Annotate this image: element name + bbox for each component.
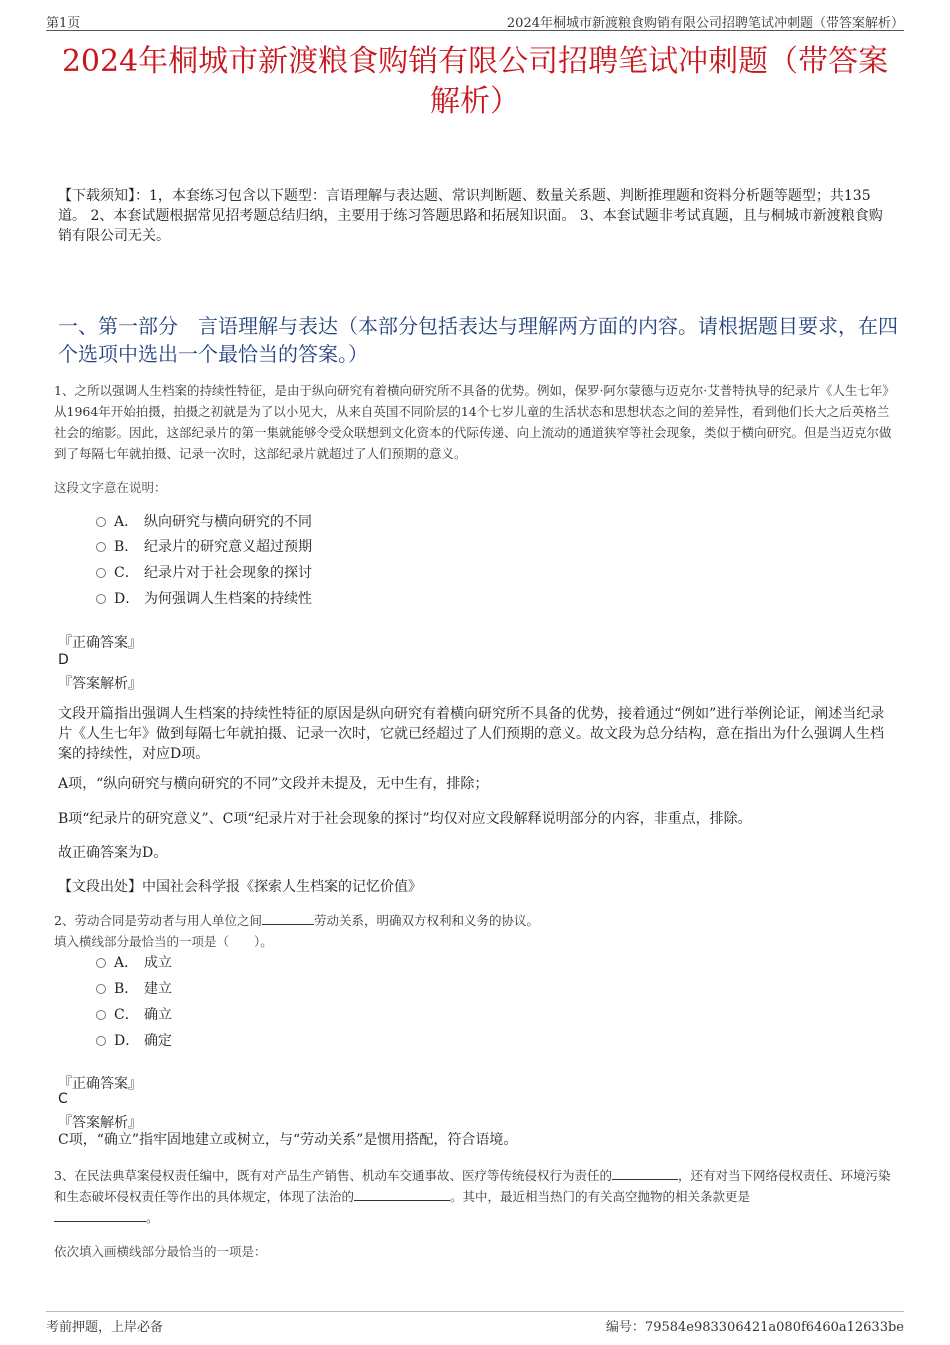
radio-icon[interactable]: [96, 984, 106, 994]
radio-icon[interactable]: [96, 568, 106, 578]
page-number: 第1页: [46, 16, 81, 31]
q1-correct-answer: D: [58, 652, 69, 668]
fill-blank: [612, 1167, 678, 1180]
q1-analysis-paragraph: 文段开篇指出强调人生档案的持续性特征的原因是纵向研究有着横向研究所不具备的优势，接着通过“例如”进行举例论证，阐述当纪录片《人生七年》做到每隔七年就拍摄、记录一次时，它就已经超过了人们预期的意义。故文段为总分结构，意在指出为什么强调人生档案的持续性，对应D项。: [58, 706, 885, 762]
q1-analysis-conclusion: 故正确答案为D。: [58, 845, 168, 861]
document-title-line2: 解析）: [430, 84, 520, 119]
q1-analysis-label: 『答案解析』: [58, 676, 142, 692]
radio-icon[interactable]: [96, 958, 106, 968]
radio-icon[interactable]: [96, 517, 106, 527]
q2-correct-label: 『正确答案』: [58, 1076, 142, 1092]
radio-icon[interactable]: [96, 1036, 106, 1046]
document-title-line1: 2024年桐城市新渡粮食购销有限公司招聘笔试冲刺题（带答案: [61, 44, 889, 79]
question-1-stem: 1、之所以强调人生档案的持续性特征，是由于纵向研究有着横向研究所不具备的优势。例如，保罗·阿尔蒙德与迈克尔·艾普特执导的纪录片《人生七年》从1964年开始拍摄，拍摄之初就是为了以小见大，从来自英国不同阶层的14个七岁儿童的生活状态和思想状态之间的差异性，看到他们长大之后英格兰社会的缩影。因此，这部纪录片的第一集就能够令受众联想到文化资本的代际传递、向上流动的通道狭窄等社会现象，类似于横向研究。但是当迈克尔做到了每隔七年就拍摄、记录一次时，这部纪录片就超过了人们预期的意义。: [54, 383, 895, 461]
section-heading: 一、第一部分 言语理解与表达（本部分包括表达与理解两方面的内容。请根据题目要求，在四个选项中选出一个最恰当的答案。）: [58, 314, 898, 366]
radio-icon[interactable]: [96, 1010, 106, 1020]
radio-icon[interactable]: [96, 594, 106, 604]
page-footer: [46, 1311, 904, 1334]
page-header: [46, 8, 904, 31]
q2-option-d[interactable]: D． 确定: [96, 1031, 172, 1051]
question-3-prompt: 依次填入画横线部分最恰当的一项是：: [54, 1244, 267, 1259]
q1-analysis-option-a: A项，“纵向研究与横向研究的不同”文段并未提及，无中生有，排除；: [58, 776, 489, 792]
fill-blank: [54, 1209, 146, 1222]
fill-blank: [262, 912, 314, 925]
q1-option-a[interactable]: A． 纵向研究与横向研究的不同: [96, 512, 312, 532]
q2-option-b[interactable]: B． 建立: [96, 979, 172, 999]
q2-correct-answer: C: [58, 1091, 68, 1107]
question-2-stem: 2、劳动合同是劳动者与用人单位之间 劳动关系，明确双方权利和义务的协议。: [54, 913, 539, 928]
download-notice: 【下载须知】：1，本套练习包含以下题型：言语理解与表达题、常识判断题、数量关系题、判断推理题和资料分析题等题型；共135道。 2、本套试题根据常见招考题总结归纳，主要用于练习答题思路和拓展知识面。 3、本套试题非考试真题，且与桐城市新渡粮食购销有限公司无关。: [58, 188, 883, 244]
header-doc-title: 2024年桐城市新渡粮食购销有限公司招聘笔试冲刺题（带答案解析）: [506, 16, 904, 31]
q2-option-c[interactable]: C． 确立: [96, 1005, 172, 1025]
footer-doc-id: 编号：79584e983306421a080f6460a12633be: [605, 1320, 904, 1335]
q1-option-b[interactable]: B． 纪录片的研究意义超过预期: [96, 537, 312, 557]
q2-analysis-label: 『答案解析』: [58, 1115, 142, 1131]
question-3-stem: 3、在民法典草案侵权责任编中，既有对产品生产销售、机动车交通事故、医疗等传统侵权行为责任的 ，还有对当下网络侵权责任、环境污染和生态破坏侵权责任等作出的具体规定，体现了法治的 。其中，最近相当热门的有关高空抛物的相关条款更是 。: [54, 1168, 891, 1225]
q1-correct-label: 『正确答案』: [58, 635, 142, 651]
q1-option-d[interactable]: D． 为何强调人生档案的持续性: [96, 589, 312, 609]
q1-source: 【文段出处】中国社会科学报《探索人生档案的记忆价值》: [58, 879, 422, 895]
q1-analysis-option-bc: B项“纪录片的研究意义”、C项“纪录片对于社会现象的探讨”均仅对应文段解释说明部分的内容，非重点，排除。: [58, 811, 752, 827]
footer-slogan: 考前押题，上岸必备: [46, 1320, 164, 1335]
q2-option-a[interactable]: A． 成立: [96, 953, 172, 973]
question-2-prompt: 填入横线部分最恰当的一项是（ ）。: [54, 934, 273, 949]
q1-option-c[interactable]: C． 纪录片对于社会现象的探讨: [96, 563, 312, 583]
document-title: [46, 42, 904, 122]
fill-blank: [354, 1188, 450, 1201]
radio-icon[interactable]: [96, 542, 106, 552]
q2-analysis: C项，“确立”指牢固地建立或树立，与“劳动关系”是惯用搭配，符合语境。: [58, 1132, 518, 1148]
question-1-prompt: 这段文字意在说明：: [54, 480, 167, 495]
